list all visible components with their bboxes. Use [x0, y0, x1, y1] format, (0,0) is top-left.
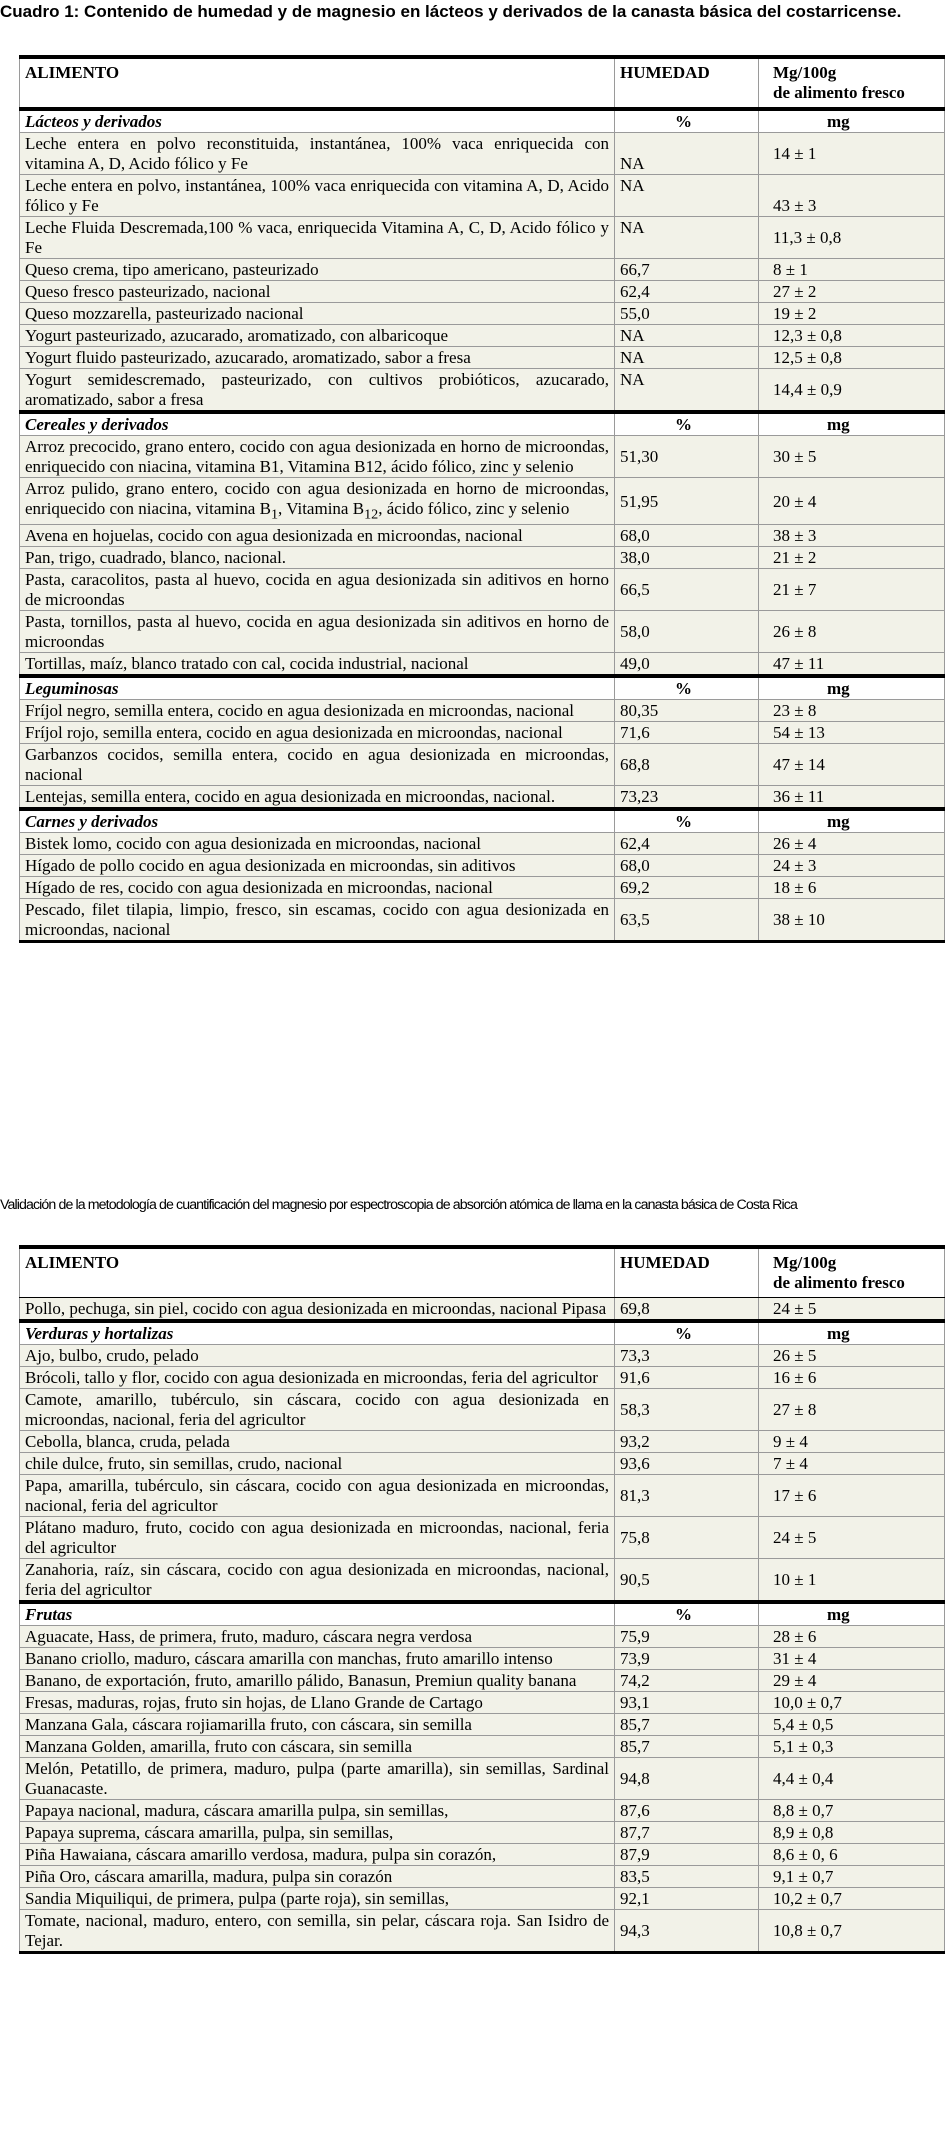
- table-row: [20, 1736, 945, 1758]
- food-cell: Ajo, bulbo, crudo, pelado: [20, 1345, 615, 1367]
- food-cell: Arroz precocido, grano entero, cocido con agua desionizada en horno de microondas, enriquecido con niacina, vitamina B1, Vitamina B12, ácido fólico, zinc y selenio: [20, 436, 615, 478]
- mg-cell: 54 ± 13: [759, 722, 945, 744]
- food-cell: Leche entera en polvo, instantánea, 100% vaca enriquecida con vitamina A, D, Acido fólico y Fe: [20, 175, 615, 217]
- humedad-cell: 66,5: [615, 569, 759, 611]
- magnesium-table-part-1: [19, 55, 945, 943]
- food-cell: Queso fresco pasteurizado, nacional: [20, 281, 615, 303]
- unit-mg: mg: [759, 1602, 945, 1626]
- food-cell: Manzana Golden, amarilla, fruto con cáscara, sin semilla: [20, 1736, 615, 1758]
- food-cell: Fresas, maduras, rojas, fruto sin hojas, de Llano Grande de Cartago: [20, 1692, 615, 1714]
- humedad-cell: 68,8: [615, 744, 759, 786]
- humedad-cell: 94,3: [615, 1910, 759, 1953]
- mg-cell: 11,3 ± 0,8: [759, 217, 945, 259]
- mg-cell: 9 ± 4: [759, 1431, 945, 1453]
- mg-cell: 19 ± 2: [759, 303, 945, 325]
- header-alimento: ALIMENTO: [20, 1247, 615, 1298]
- humedad-cell: 93,2: [615, 1431, 759, 1453]
- humedad-cell: 87,9: [615, 1844, 759, 1866]
- humedad-cell: 74,2: [615, 1670, 759, 1692]
- humedad-cell: 92,1: [615, 1888, 759, 1910]
- humedad-cell: 93,1: [615, 1692, 759, 1714]
- mg-cell: 17 ± 6: [759, 1475, 945, 1517]
- mg-cell: 24 ± 3: [759, 855, 945, 877]
- humedad-cell: 73,3: [615, 1345, 759, 1367]
- table-row: [20, 547, 945, 569]
- humedad-cell: 73,23: [615, 786, 759, 810]
- section-name: Leguminosas: [20, 676, 615, 700]
- food-cell: Pan, trigo, cuadrado, blanco, nacional.: [20, 547, 615, 569]
- humedad-cell: 73,9: [615, 1648, 759, 1670]
- mg-cell: 23 ± 8: [759, 700, 945, 722]
- food-cell: Papaya nacional, madura, cáscara amarilla pulpa, sin semillas,: [20, 1800, 615, 1822]
- table-row: [20, 700, 945, 722]
- humedad-cell: 71,6: [615, 722, 759, 744]
- table-row: [20, 1866, 945, 1888]
- table-caption: Cuadro 1: Contenido de humedad y de magnesio en lácteos y derivados de la canasta básica del costarricense.: [0, 2, 902, 21]
- header-alimento: ALIMENTO: [20, 57, 615, 109]
- mg-cell: 9,1 ± 0,7: [759, 1866, 945, 1888]
- humedad-cell: 87,6: [615, 1800, 759, 1822]
- mg-cell: 14,4 ± 0,9: [759, 369, 945, 413]
- unit-percent: %: [615, 109, 759, 133]
- mg-cell: 10,0 ± 0,7: [759, 1692, 945, 1714]
- mg-cell: 5,1 ± 0,3: [759, 1736, 945, 1758]
- humedad-cell: NA: [615, 175, 759, 217]
- mg-cell: 47 ± 14: [759, 744, 945, 786]
- humedad-cell: 69,8: [615, 1298, 759, 1322]
- food-cell: Tortillas, maíz, blanco tratado con cal, cocida industrial, nacional: [20, 653, 615, 677]
- section-name: Lácteos y derivados: [20, 109, 615, 133]
- table-row: [20, 1517, 945, 1559]
- food-cell: Camote, amarillo, tubérculo, sin cáscara, cocido con agua desionizada en microondas, nacional, feria del agricultor: [20, 1389, 615, 1431]
- food-cell: Papaya suprema, cáscara amarilla, pulpa, sin semillas,: [20, 1822, 615, 1844]
- unit-mg: mg: [759, 109, 945, 133]
- table-row: [20, 1800, 945, 1822]
- humedad-cell: 90,5: [615, 1559, 759, 1603]
- header-mg-line2: de alimento fresco: [773, 83, 905, 102]
- humedad-cell: 75,9: [615, 1626, 759, 1648]
- table-row: [20, 259, 945, 281]
- food-cell: Manzana Gala, cáscara rojiamarilla fruto, con cáscara, sin semilla: [20, 1714, 615, 1736]
- table-row: [20, 1367, 945, 1389]
- food-cell: Pollo, pechuga, sin piel, cocido con agua desionizada en microondas, nacional Pipasa: [20, 1298, 615, 1322]
- table-row: [20, 436, 945, 478]
- food-cell: Pasta, caracolitos, pasta al huevo, cocida en agua desionizada sin aditivos en horno de microondas: [20, 569, 615, 611]
- food-cell: Fríjol rojo, semilla entera, cocido en agua desionizada en microondas, nacional: [20, 722, 615, 744]
- table-row: [20, 569, 945, 611]
- section-row-carnes: [20, 809, 945, 833]
- food-cell: Queso crema, tipo americano, pasteurizado: [20, 259, 615, 281]
- section-row-cereales: [20, 412, 945, 436]
- subscript: 12: [364, 506, 379, 523]
- unit-mg: mg: [759, 1321, 945, 1345]
- header-mg-line1: Mg/100g: [773, 1253, 837, 1272]
- food-cell: Papa, amarilla, tubérculo, sin cáscara, cocido con agua desionizada en microondas, nacional, feria del agricultor: [20, 1475, 615, 1517]
- mg-cell: 8,6 ± 0, 6: [759, 1844, 945, 1866]
- food-cell: Piña Oro, cáscara amarilla, madura, pulpa sin corazón: [20, 1866, 615, 1888]
- mg-cell: 26 ± 5: [759, 1345, 945, 1367]
- mg-cell: 24 ± 5: [759, 1517, 945, 1559]
- humedad-cell: NA: [615, 133, 759, 175]
- mg-cell: 4,4 ± 0,4: [759, 1758, 945, 1800]
- food-cell: Sandia Miquiliqui, de primera, pulpa (parte roja), sin semillas,: [20, 1888, 615, 1910]
- humedad-cell: 87,7: [615, 1822, 759, 1844]
- table-row: [20, 833, 945, 855]
- table-row: [20, 1431, 945, 1453]
- food-cell: Bistek lomo, cocido con agua desionizada en microondas, nacional: [20, 833, 615, 855]
- mg-cell: 8,9 ± 0,8: [759, 1822, 945, 1844]
- humedad-cell: 91,6: [615, 1367, 759, 1389]
- table-row: [20, 899, 945, 942]
- mg-cell: 30 ± 5: [759, 436, 945, 478]
- food-cell: Queso mozzarella, pasteurizado nacional: [20, 303, 615, 325]
- mg-cell: 20 ± 4: [759, 478, 945, 525]
- table-row: [20, 1648, 945, 1670]
- mg-cell: 38 ± 10: [759, 899, 945, 942]
- mg-cell: 14 ± 1: [759, 133, 945, 175]
- food-cell: Pescado, filet tilapia, limpio, fresco, sin escamas, cocido con agua desionizada en microondas, nacional: [20, 899, 615, 942]
- table-row: [20, 1345, 945, 1367]
- mg-cell: 8,8 ± 0,7: [759, 1800, 945, 1822]
- table-row: [20, 525, 945, 547]
- food-cell: Melón, Petatillo, de primera, maduro, pulpa (parte amarilla), sin semillas, Sardinal Guanacaste.: [20, 1758, 615, 1800]
- food-cell: Brócoli, tallo y flor, cocido con agua desionizada en microondas, feria del agricultor: [20, 1367, 615, 1389]
- mg-cell: 16 ± 6: [759, 1367, 945, 1389]
- running-title: Validación de la metodología de cuantificación del magnesio por espectroscopia de absorción atómica de llama en la canasta básica de Costa Rica: [0, 1197, 797, 1213]
- table-row: [20, 1822, 945, 1844]
- table-row: [20, 1626, 945, 1648]
- food-cell: Zanahoria, raíz, sin cáscara, cocido con agua desionizada en microondas, nacional, feria del agricultor: [20, 1559, 615, 1603]
- food-cell: Avena en hojuelas, cocido con agua desionizada en microondas, nacional: [20, 525, 615, 547]
- table-row: [20, 1692, 945, 1714]
- table-row: [20, 347, 945, 369]
- unit-percent: %: [615, 1321, 759, 1345]
- table-row: [20, 722, 945, 744]
- section-name: Frutas: [20, 1602, 615, 1626]
- mg-cell: 12,5 ± 0,8: [759, 347, 945, 369]
- food-cell: Pasta, tornillos, pasta al huevo, cocida en agua desionizada sin aditivos en horno de microondas: [20, 611, 615, 653]
- humedad-cell: 55,0: [615, 303, 759, 325]
- humedad-cell: 93,6: [615, 1453, 759, 1475]
- humedad-cell: 68,0: [615, 525, 759, 547]
- mg-cell: 7 ± 4: [759, 1453, 945, 1475]
- humedad-cell: 94,8: [615, 1758, 759, 1800]
- mg-cell: 28 ± 6: [759, 1626, 945, 1648]
- food-cell: Leche Fluida Descremada,100 % vaca, enriquecida Vitamina A, C, D, Acido fólico y Fe: [20, 217, 615, 259]
- mg-cell: 12,3 ± 0,8: [759, 325, 945, 347]
- header-humedad: HUMEDAD: [615, 1247, 759, 1298]
- unit-mg: mg: [759, 809, 945, 833]
- table-row: [20, 325, 945, 347]
- mg-cell: 10 ± 1: [759, 1559, 945, 1603]
- mg-cell: 27 ± 2: [759, 281, 945, 303]
- mg-cell: 43 ± 3: [759, 175, 945, 217]
- table-header-row: [20, 1247, 945, 1298]
- humedad-cell: 68,0: [615, 855, 759, 877]
- humedad-cell: 80,35: [615, 700, 759, 722]
- food-cell: Yogurt fluido pasteurizado, azucarado, aromatizado, sabor a fresa: [20, 347, 615, 369]
- mg-cell: 29 ± 4: [759, 1670, 945, 1692]
- magnesium-table-part-2: [19, 1245, 945, 1954]
- food-cell: Banano, de exportación, fruto, amarillo pálido, Banasun, Premiun quality banana: [20, 1670, 615, 1692]
- mg-cell: 36 ± 11: [759, 786, 945, 810]
- header-humedad: HUMEDAD: [615, 57, 759, 109]
- table-row: [20, 303, 945, 325]
- food-text: , Vitamina B: [278, 499, 365, 518]
- unit-mg: mg: [759, 412, 945, 436]
- food-cell: Aguacate, Hass, de primera, fruto, maduro, cáscara negra verdosa: [20, 1626, 615, 1648]
- table-row: [20, 478, 945, 525]
- humedad-cell: 58,3: [615, 1389, 759, 1431]
- section-row-leguminosas: [20, 676, 945, 700]
- table-row: [20, 877, 945, 899]
- humedad-cell: NA: [615, 347, 759, 369]
- humedad-cell: NA: [615, 325, 759, 347]
- unit-percent: %: [615, 412, 759, 436]
- food-cell: Cebolla, blanca, cruda, pelada: [20, 1431, 615, 1453]
- table-header-row: [20, 57, 945, 109]
- table-row: [20, 133, 945, 175]
- table-row: [20, 1298, 945, 1322]
- mg-cell: 10,8 ± 0,7: [759, 1910, 945, 1953]
- food-cell: Plátano maduro, fruto, cocido con agua desionizada en microondas, nacional, feria del agricultor: [20, 1517, 615, 1559]
- humedad-cell: 69,2: [615, 877, 759, 899]
- food-cell: Fríjol negro, semilla entera, cocido en agua desionizada en microondas, nacional: [20, 700, 615, 722]
- table-row: [20, 1389, 945, 1431]
- table-row: [20, 217, 945, 259]
- mg-cell: 21 ± 2: [759, 547, 945, 569]
- table-row: [20, 611, 945, 653]
- humedad-cell: 75,8: [615, 1517, 759, 1559]
- unit-percent: %: [615, 1602, 759, 1626]
- section-name: Cereales y derivados: [20, 412, 615, 436]
- humedad-cell: 62,4: [615, 833, 759, 855]
- mg-cell: 47 ± 11: [759, 653, 945, 677]
- humedad-cell: 38,0: [615, 547, 759, 569]
- food-cell: chile dulce, fruto, sin semillas, crudo, nacional: [20, 1453, 615, 1475]
- unit-percent: %: [615, 676, 759, 700]
- mg-cell: 38 ± 3: [759, 525, 945, 547]
- humedad-cell: 58,0: [615, 611, 759, 653]
- mg-cell: 26 ± 8: [759, 611, 945, 653]
- section-row-lacteos: [20, 109, 945, 133]
- humedad-cell: 83,5: [615, 1866, 759, 1888]
- humedad-cell: 63,5: [615, 899, 759, 942]
- humedad-cell: 49,0: [615, 653, 759, 677]
- humedad-cell: 81,3: [615, 1475, 759, 1517]
- mg-cell: 8 ± 1: [759, 259, 945, 281]
- table-row: [20, 653, 945, 677]
- table-row: [20, 1475, 945, 1517]
- mg-cell: 10,2 ± 0,7: [759, 1888, 945, 1910]
- table-row: [20, 1844, 945, 1866]
- table-row: [20, 1910, 945, 1953]
- unit-percent: %: [615, 809, 759, 833]
- humedad-cell: NA: [615, 369, 759, 413]
- section-name: Verduras y hortalizas: [20, 1321, 615, 1345]
- mg-cell: 27 ± 8: [759, 1389, 945, 1431]
- table-row: [20, 1758, 945, 1800]
- food-cell: Tomate, nacional, maduro, entero, con semilla, sin pelar, cáscara roja. San Isidro de Tejar.: [20, 1910, 615, 1953]
- humedad-cell: 62,4: [615, 281, 759, 303]
- mg-cell: 26 ± 4: [759, 833, 945, 855]
- food-cell: [20, 478, 615, 525]
- table-row: [20, 786, 945, 810]
- humedad-cell: NA: [615, 217, 759, 259]
- mg-cell: 24 ± 5: [759, 1298, 945, 1322]
- mg-cell: 21 ± 7: [759, 569, 945, 611]
- food-cell: Leche entera en polvo reconstituida, instantánea, 100% vaca enriquecida con vitamina A, D, Acido fólico y Fe: [20, 133, 615, 175]
- food-cell: Yogurt pasteurizado, azucarado, aromatizado, con albaricoque: [20, 325, 615, 347]
- section-name: Carnes y derivados: [20, 809, 615, 833]
- humedad-cell: 85,7: [615, 1736, 759, 1758]
- table-row: [20, 855, 945, 877]
- header-mg-line1: Mg/100g: [773, 63, 837, 82]
- table-row: [20, 1453, 945, 1475]
- humedad-cell: 51,30: [615, 436, 759, 478]
- food-cell: Yogurt semidescremado, pasteurizado, con cultivos probióticos, azucarado, aromatizado, sabor a fresa: [20, 369, 615, 413]
- mg-cell: 18 ± 6: [759, 877, 945, 899]
- food-cell: Banano criollo, maduro, cáscara amarilla con manchas, fruto amarillo intenso: [20, 1648, 615, 1670]
- table-row: [20, 281, 945, 303]
- food-cell: Garbanzos cocidos, semilla entera, cocido en agua desionizada en microondas, nacional: [20, 744, 615, 786]
- food-cell: Lentejas, semilla entera, cocido en agua desionizada en microondas, nacional.: [20, 786, 615, 810]
- table-row: [20, 369, 945, 413]
- section-row-verduras: [20, 1321, 945, 1345]
- humedad-cell: 85,7: [615, 1714, 759, 1736]
- table-row: [20, 744, 945, 786]
- food-cell: Hígado de res, cocido con agua desionizada en microondas, nacional: [20, 877, 615, 899]
- table-row: [20, 175, 945, 217]
- table-row: [20, 1888, 945, 1910]
- food-cell: Piña Hawaiana, cáscara amarillo verdosa, madura, pulpa sin corazón,: [20, 1844, 615, 1866]
- table-row: [20, 1714, 945, 1736]
- header-mg: [759, 57, 945, 109]
- subscript: 1: [270, 506, 279, 523]
- food-cell: Hígado de pollo cocido en agua desionizada en microondas, sin aditivos: [20, 855, 615, 877]
- table-row: [20, 1559, 945, 1603]
- mg-cell: 5,4 ± 0,5: [759, 1714, 945, 1736]
- header-mg-line2: de alimento fresco: [773, 1273, 905, 1292]
- table-row: [20, 1670, 945, 1692]
- section-row-frutas: [20, 1602, 945, 1626]
- humedad-cell: 51,95: [615, 478, 759, 525]
- mg-cell: 31 ± 4: [759, 1648, 945, 1670]
- food-text: , ácido fólico, zinc y selenio: [378, 499, 570, 518]
- header-mg: [759, 1247, 945, 1298]
- unit-mg: mg: [759, 676, 945, 700]
- food-text: Arroz pulido, grano entero, cocido con agua desionizada en horno de microondas, enriquecido con niacina, vitamina B: [25, 479, 609, 518]
- humedad-cell: 66,7: [615, 259, 759, 281]
